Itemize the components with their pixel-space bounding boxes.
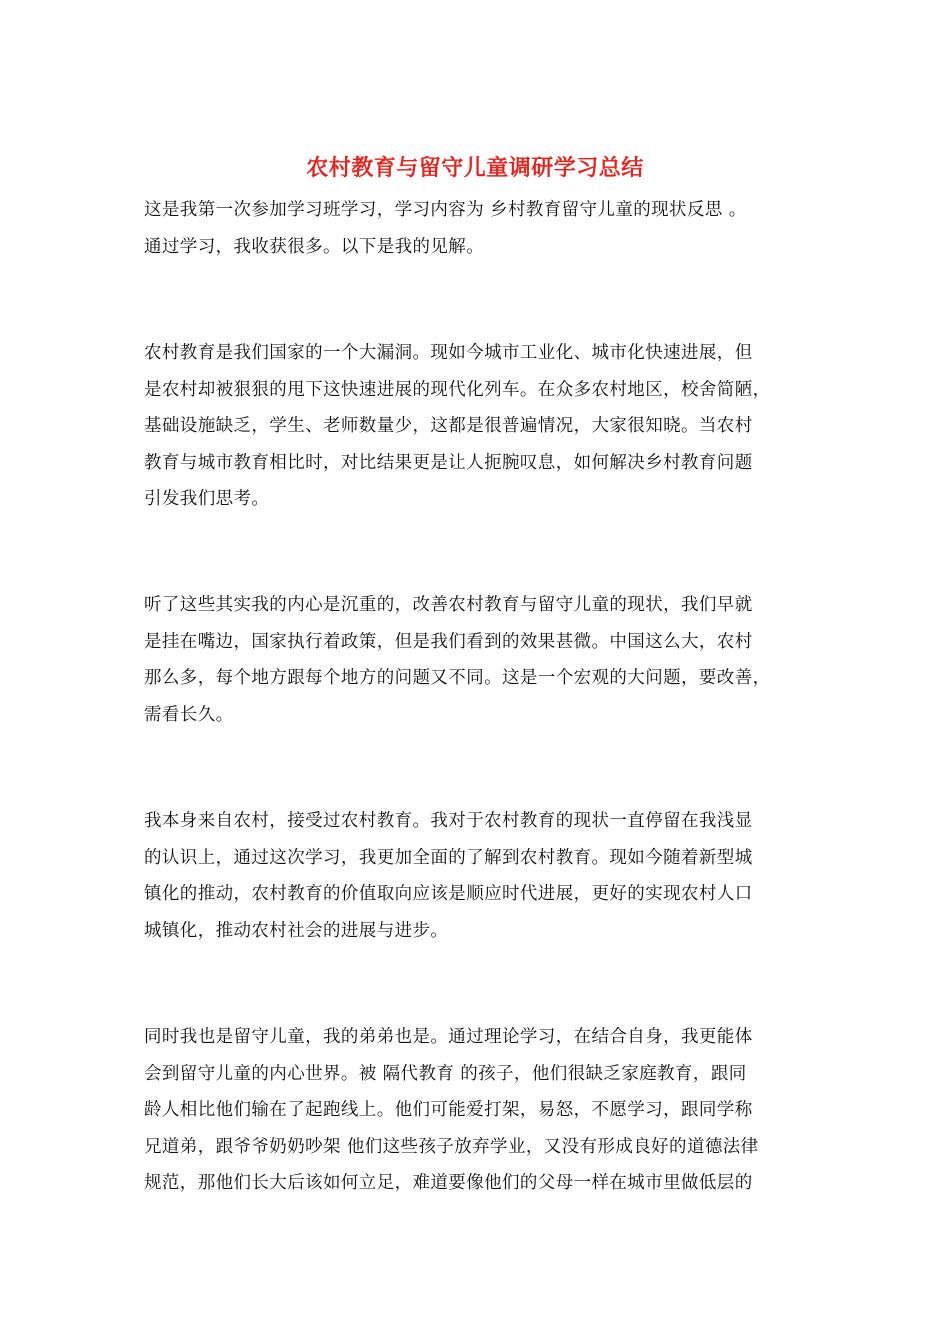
text-line: 会到留守儿童的内心世界。被 隔代教育 的孩子，他们很缺乏家庭教育，跟同 — [144, 1063, 747, 1084]
text-line: 兄道弟，跟爷爷奶奶吵架 他们这些孩子放弃学业，又没有形成良好的道德法律 — [144, 1136, 759, 1157]
text-line: 镇化的推动，农村教育的价值取向应该是顺应时代进展，更好的实现农村人口 — [144, 884, 753, 904]
text-line: 基础设施缺乏，学生、老师数量少，这都是很普遍情况，大家很知晓。当农村 — [144, 416, 753, 436]
text-line: 是挂在嘴边，国家执行着政策，但是我们看到的效果甚微。中国这么大，农村 — [144, 631, 753, 652]
text-line: 龄人相比他们输在了起跑线上。他们可能爱打架，易怒，不愿学习，跟同学称 — [144, 1100, 753, 1120]
text-line: 听了这些其实我的内心是沉重的，改善农村教育与留守儿童的现状，我们早就 — [144, 595, 753, 615]
text-line: 通过学习，我收获很多。以下是我的见解。 — [144, 236, 485, 257]
text-line: 引发我们思考。 — [144, 489, 270, 509]
document-title: 农村教育与留守儿童调研学习总结 — [306, 155, 644, 181]
text-line: 农村教育是我们国家的一个大漏洞。现如今城市工业化、城市化快速进展，但 — [144, 343, 753, 363]
text-line: 这是我第一次参加学习班学习，学习内容为 乡村教育留守儿童的现状反思 。 — [144, 200, 747, 220]
paragraph-rural-education — [144, 335, 808, 518]
text-line: 我本身来自农村，接受过农村教育。我对于农村教育的现状一直停留在我浅显 — [144, 811, 753, 831]
paragraph-intro — [144, 192, 808, 265]
text-line: 城镇化，推动农村社会的进展与进步。 — [144, 920, 449, 941]
text-line: 是农村却被狠狠的甩下这快速进展的现代化列车。在众多农村地区，校舍简陋， — [144, 379, 771, 400]
paragraph-left-behind-children — [144, 1019, 808, 1202]
text-line: 规范，那他们长大后该如何立足，难道要像他们的父母一样在城市里做低层的 — [144, 1173, 753, 1193]
text-line: 同时我也是留守儿童，我的弟弟也是。通过理论学习，在结合自身，我更能体 — [144, 1027, 753, 1047]
text-line: 教育与城市教育相比时，对比结果更是让人扼腕叹息，如何解决乡村教育问题 — [144, 452, 753, 473]
text-line: 需看长久。 — [144, 704, 234, 725]
text-line: 那么多，每个地方跟每个地方的问题又不同。这是一个宏观的大问题，要改善， — [144, 668, 771, 688]
paragraph-reflection — [144, 587, 808, 733]
paragraph-personal-background — [144, 803, 808, 949]
text-line: 的认识上，通过这次学习，我更加全面的了解到农村教育。现如今随着新型城 — [144, 847, 753, 868]
